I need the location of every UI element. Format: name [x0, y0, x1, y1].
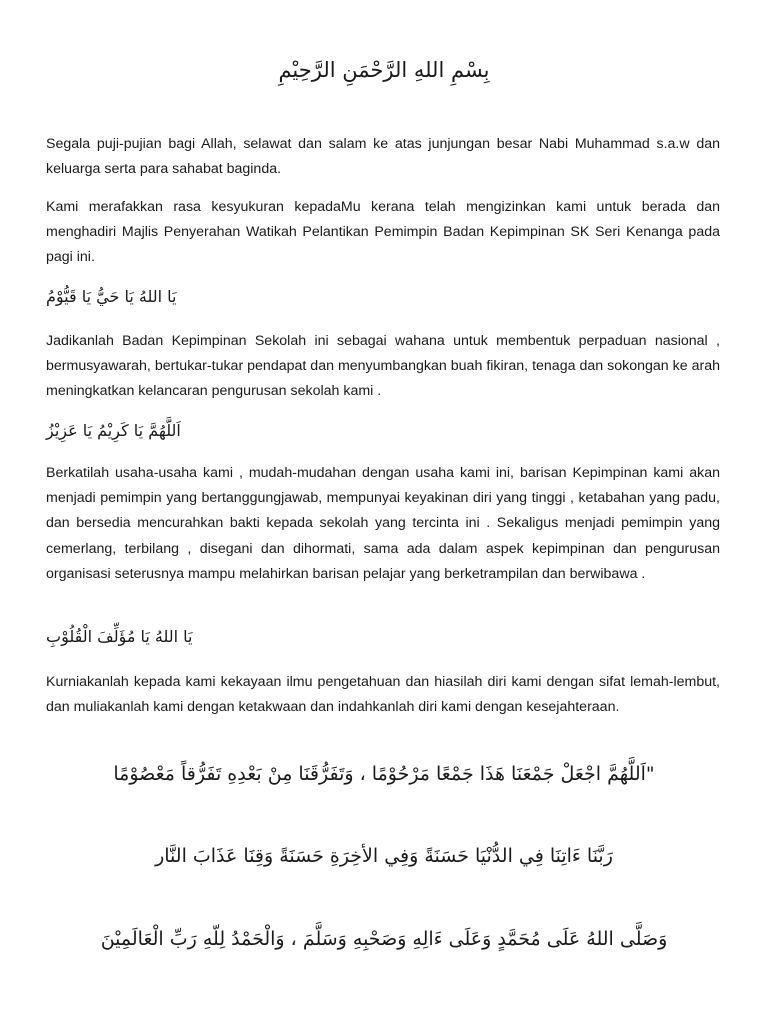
paragraph-unity: Jadikanlah Badan Kepimpinan Sekolah ini sebagai wahana untuk membentuk perpaduan nasional , bermusyawarah, bertukar-tukar pendapat dan menyumbangkan buah fikiran, tenaga dan sokongan ke arah meningkatkan kelancaran pengurusan sekolah kami . [46, 333, 720, 400]
paragraph-praise: Segala puji-pujian bagi Allah, selawat dan salam ke atas junjungan besar Nabi Muhammad s.a.w dan keluarga serta para sahabat baginda. [46, 136, 720, 178]
invocation-ya-allah-ya-hayyu: يَا اللهُ يَا حَيُّ يَا قَيُّوْمُ [46, 287, 177, 306]
basmala-heading: بِسْمِ اللهِ الرَّحْمَنِ الرَّحِيْمِ [278, 58, 490, 82]
closing-prayer-rabbana: رَبَّنَا ءَاتِنَا فِي الدُّنْيَا حَسَنَةً وَفِي الأخِرَةِ حَسَنَةً وَقِنَا عَذَابَ النَّار [155, 845, 613, 867]
invocation-allahumma-ya-karim: اَللَّهُمَّ يَا كَرِيْمُ يَا عَزِيْزُ [46, 421, 181, 440]
invocation-ya-allah-ya-muallif: يَا اللهُ يَا مُؤَلِّفَ الْقُلُوْبِ [46, 627, 193, 646]
closing-prayer-gathering: "اَللَّهُمَّ اجْعَلْ جَمْعَنَا هَذَا جَمْعًا مَرْحُوْمًا ، وَتَفَرُّقَنَا مِنْ بَعْدِهِ تَفَرُّقاً مَعْصُوْمًا [113, 763, 655, 785]
paragraph-blessing: Berkatilah usaha-usaha kami , mudah-mudahan dengan usaha kami ini, barisan Kepimpinan kami akan menjadi pemimpin yang bertanggungjawab, mempunyai keyakinan diri yang tinggi , ketabahan yang padu, dan bersedia mencurahkan bakti kepada sekolah yang tercinta ini . Sekaligus menjadi pemimpin yang cemerlang, terbilang , disegani dan dihormati, sama ada dalam aspek kepimpinan dan pengurusan organisasi seterusnya mampu melahirkan barisan pelajar yang berketrampilan dan berwibawa . [46, 465, 720, 582]
closing-prayer-salawat: وَصَلَّى اللهُ عَلَى مُحَمَّدٍ وَعَلَى ءَالِهِ وَصَحْبِهِ وَسَلَّمَ ، وَالْحَمْدُ لِلّهِ رَبِّ الْعَالَمِيْنَ [100, 928, 668, 950]
paragraph-knowledge: Kurniakanlah kepada kami kekayaan ilmu pengetahuan dan hiasilah diri kami dengan sifat lemah-lembut, dan muliakanlah kami dengan ketakwaan dan indahkanlah diri kami dengan kesejahteraan. [46, 674, 720, 716]
paragraph-gratitude: Kami merafakkan rasa kesyukuran kepadaMu kerana telah mengizinkan kami untuk berada dan menghadiri Majlis Penyerahan Watikah Pelantikan Pemimpin Badan Kepimpinan SK Seri Kenanga pada pagi ini. [46, 199, 720, 266]
